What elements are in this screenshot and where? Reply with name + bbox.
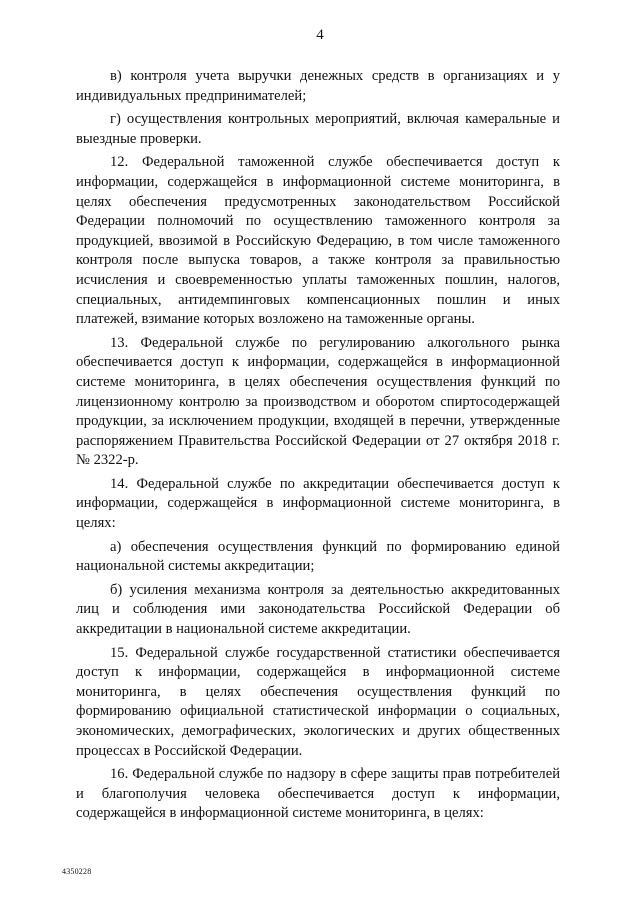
- paragraph-item-a: а) обеспечения осуществления функций по формированию единой национальной системы аккредитации;: [76, 538, 560, 575]
- page-number: 4: [316, 27, 324, 43]
- paragraph-13: 13. Федеральной службе по регулированию алкогольного рынка обеспечивается доступ к информации, содержащейся в информационной системе мониторинга, в целях обеспечения осуществления функций по лицензионному контролю за производством и оборотом спиртосодержащей продукции, за исключением продукции, входящей в перечни, утвержденные распоряжением Правительства Российской Федерации от 27 октября 2018 г. № 2322-р.: [76, 334, 560, 469]
- paragraph-14: 14. Федеральной службе по аккредитации обеспечивается доступ к информации, содержащейся в информационной системе мониторинга, в целях:: [76, 475, 560, 532]
- paragraph-16: 16. Федеральной службе по надзору в сфере защиты прав потребителей и благополучия человека обеспечивается доступ к информации, содержащейся в информационной системе мониторинга, в целях:: [76, 766, 560, 822]
- paragraph-item-b: б) усиления механизма контроля за деятельностью аккредитованных лиц и соблюдения ими законодательства Российской Федерации об аккредитации в национальной системе аккредитации.: [76, 581, 560, 638]
- document-body: [76, 67, 560, 828]
- paragraph-item-g: г) осуществления контрольных мероприятий, включая камеральные и выездные проверки.: [76, 111, 560, 147]
- paragraph-item-v: в) контроля учета выручки денежных средств в организациях и у индивидуальных предпринимателей;: [76, 68, 560, 104]
- paragraph-15: 15. Федеральной службе государственной статистики обеспечивается доступ к информации, содержащейся в информационной системе мониторинга, в целях обеспечения осуществления функций по формированию официальной статистической информации о социальных, экономических, демографических, экологических и других общественных процессах в Российской Федерации.: [76, 644, 560, 759]
- document-code: 4350228: [62, 867, 92, 876]
- paragraph-12: 12. Федеральной таможенной службе обеспечивается доступ к информации, содержащейся в информационной системе мониторинга, в целях обеспечения предусмотренных законодательством Российской Федерации полномочий по осуществлению таможенного контроля за продукцией, ввозимой в Российскую Федерацию, в том числе таможенного контроля после выпуска товаров, а также контроля за правильностью исчисления и своевременностью уплаты таможенных пошлин, налогов, специальных, антидемпинговых компенсационных пошлин и иных платежей, взимание которых возложено на таможенные органы.: [76, 154, 560, 328]
